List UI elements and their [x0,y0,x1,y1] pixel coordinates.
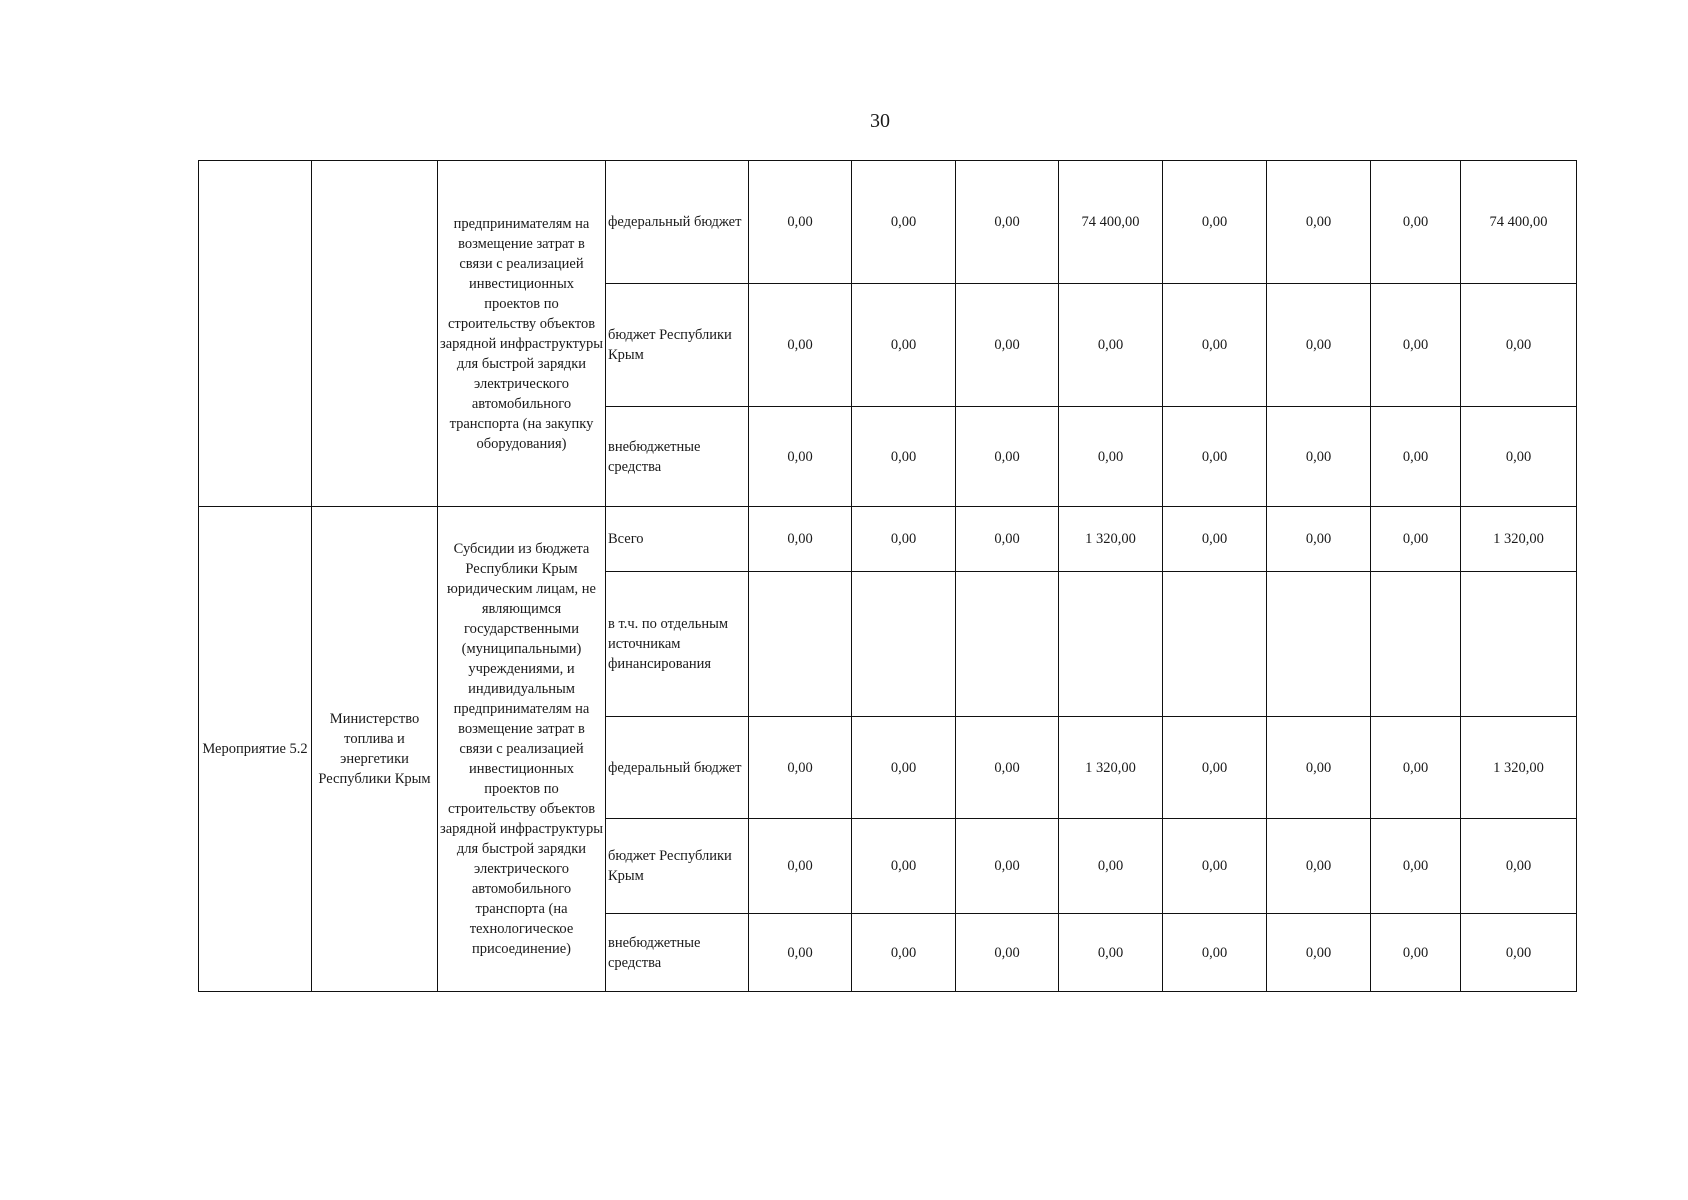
page-number: 30 [870,110,890,132]
value-cell: 0,00 [1371,161,1461,284]
value-cell: 0,00 [1059,407,1163,507]
value-cell [749,572,852,717]
value-cell: 0,00 [1371,717,1461,819]
value-cell: 0,00 [1461,407,1577,507]
value-cell: 0,00 [1461,819,1577,914]
value-cell [1163,572,1267,717]
value-cell: 0,00 [749,914,852,992]
value-cell: 0,00 [1163,284,1267,407]
value-cell: 0,00 [956,717,1059,819]
value-cell: 0,00 [852,284,956,407]
funding-source-cell: внебюджетные средства [606,407,749,507]
value-cell: 0,00 [956,284,1059,407]
value-cell: 0,00 [1163,161,1267,284]
value-cell: 0,00 [749,717,852,819]
budget-table-body [199,161,1577,992]
value-cell: 0,00 [1163,914,1267,992]
value-cell: 0,00 [956,819,1059,914]
funding-source-cell: федеральный бюджет [606,717,749,819]
value-cell: 0,00 [1267,507,1371,572]
value-cell [1059,572,1163,717]
value-cell: 0,00 [1267,161,1371,284]
value-cell: 0,00 [1267,407,1371,507]
value-cell: 0,00 [1267,914,1371,992]
table-row [199,507,1577,572]
value-cell [956,572,1059,717]
funding-source-cell: бюджет Республики Крым [606,819,749,914]
funding-source-cell: в т.ч. по отдельным источникам финансирования [606,572,749,717]
value-cell: 0,00 [1461,284,1577,407]
value-cell: 74 400,00 [1059,161,1163,284]
value-cell [1267,572,1371,717]
measure-cell: Мероприятие 5.2 [199,507,312,992]
value-cell: 0,00 [1371,819,1461,914]
value-cell: 0,00 [749,507,852,572]
description-cell: предпринимателям на возмещение затрат в связи с реализацией инвестиционных проектов по строительству объектов зарядной инфраструктуры для быстрой зарядки электрического автомобильного транспорта (на закупку оборудования) [438,161,606,507]
value-cell: 0,00 [852,407,956,507]
value-cell: 1 320,00 [1461,507,1577,572]
value-cell: 0,00 [1163,507,1267,572]
value-cell [1371,572,1461,717]
value-cell: 0,00 [1267,284,1371,407]
funding-source-cell: Всего [606,507,749,572]
value-cell: 0,00 [1267,717,1371,819]
value-cell: 0,00 [1371,407,1461,507]
value-cell: 0,00 [749,819,852,914]
value-cell: 0,00 [852,507,956,572]
funding-source-cell: федеральный бюджет [606,161,749,284]
value-cell: 0,00 [1163,819,1267,914]
value-cell: 0,00 [852,914,956,992]
value-cell: 1 320,00 [1059,717,1163,819]
value-cell: 0,00 [1059,819,1163,914]
value-cell: 1 320,00 [1059,507,1163,572]
value-cell: 0,00 [1163,717,1267,819]
budget-table [198,160,1577,992]
value-cell: 0,00 [1059,914,1163,992]
value-cell: 74 400,00 [1461,161,1577,284]
funding-source-cell: бюджет Республики Крым [606,284,749,407]
value-cell: 0,00 [749,407,852,507]
value-cell [852,572,956,717]
value-cell [1461,572,1577,717]
value-cell: 0,00 [1371,507,1461,572]
value-cell: 0,00 [852,717,956,819]
value-cell: 0,00 [852,819,956,914]
value-cell: 0,00 [1163,407,1267,507]
funding-source-cell: внебюджетные средства [606,914,749,992]
value-cell: 0,00 [956,914,1059,992]
table-row [199,161,1577,284]
value-cell: 1 320,00 [1461,717,1577,819]
value-cell: 0,00 [1371,284,1461,407]
value-cell: 0,00 [956,507,1059,572]
value-cell: 0,00 [852,161,956,284]
executor-cell: Министерство топлива и энергетики Республики Крым [312,507,438,992]
description-cell: Субсидии из бюджета Республики Крым юридическим лицам, не являющимся государственными (муниципальными) учреждениями, и индивидуальным предпринимателям на возмещение затрат в связи с реализацией инвестиционных проектов по строительству объектов зарядной инфраструктуры для быстрой зарядки электрического автомобильного транспорта (на технологическое присоединение) [438,507,606,992]
executor-cell [312,161,438,507]
value-cell: 0,00 [956,161,1059,284]
value-cell: 0,00 [749,284,852,407]
value-cell: 0,00 [1461,914,1577,992]
value-cell: 0,00 [1267,819,1371,914]
value-cell: 0,00 [956,407,1059,507]
value-cell: 0,00 [1371,914,1461,992]
value-cell: 0,00 [749,161,852,284]
measure-cell [199,161,312,507]
value-cell: 0,00 [1059,284,1163,407]
